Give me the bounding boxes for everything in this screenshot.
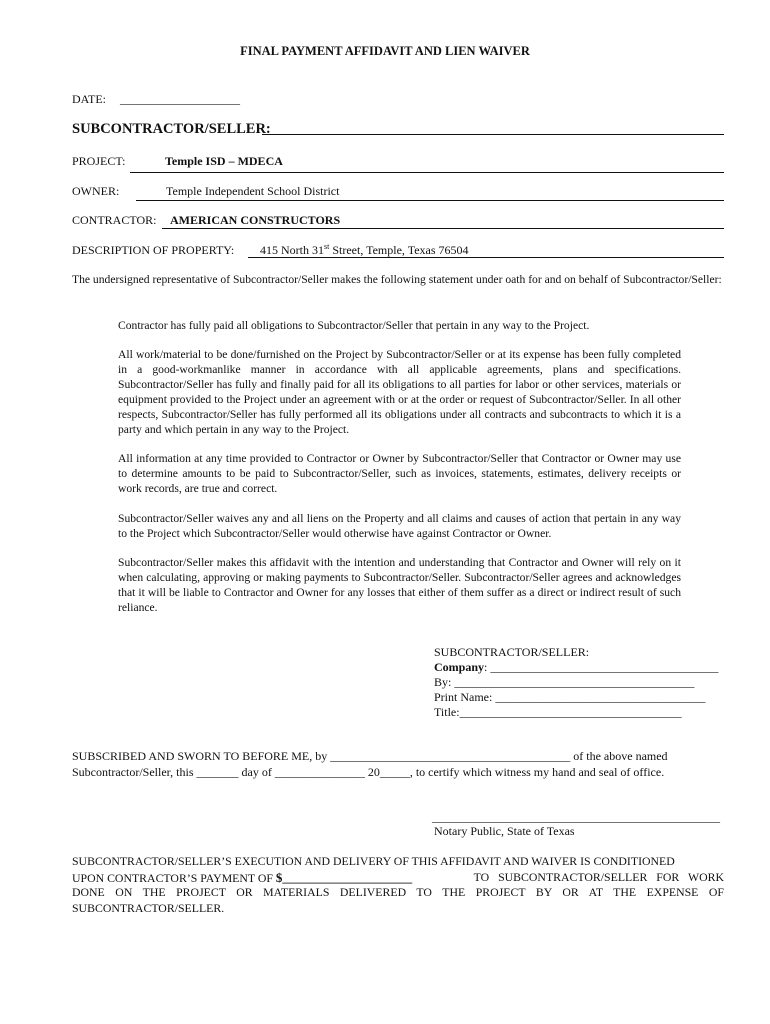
company-label: Company — [434, 660, 485, 674]
property-address-rest: Street, Temple, Texas 76504 — [329, 243, 469, 257]
project-value: Temple ISD – MDECA — [165, 154, 283, 168]
by-field[interactable]: By: ________________________________________ — [434, 675, 695, 689]
property-address-number: 415 North 31 — [260, 243, 324, 257]
property-value — [260, 243, 469, 258]
notary-signature-line[interactable]: ________________________________________________ — [432, 810, 720, 824]
payment-prefix: UPON CONTRACTOR’S PAYMENT OF — [72, 871, 276, 885]
project-underline — [130, 172, 724, 173]
contractor-value: AMERICAN CONSTRUCTORS — [170, 213, 341, 227]
statement-paragraph: All information at any time provided to Contractor or Owner by Subcontractor/Seller that Contractor or Owner may use to determine amounts to be paid to Subcontractor/Seller, such as invoices, statements, estimates, delivery receipts or work records, are true and correct. — [118, 452, 681, 495]
date-label: DATE: — [72, 92, 106, 106]
statement-paragraph: Contractor has fully paid all obligations to Subcontractor/Seller that pertain in any way to the Project. — [118, 319, 590, 332]
owner-underline — [136, 200, 724, 201]
owner-label: OWNER: — [72, 184, 120, 198]
statement-paragraph: Subcontractor/Seller waives any and all liens on the Property and all claims and causes of action that pertain in any way to the Project which Subcontractor/Seller would otherwise have against Contractor or Owner. — [118, 512, 681, 540]
execution-line-2-end: TO SUBCONTRACTOR/SELLER FOR WORK — [473, 870, 724, 884]
subcontractor-seller-field[interactable] — [262, 134, 724, 135]
execution-line-3: DONE ON THE PROJECT OR MATERIALS DELIVERED TO THE PROJECT BY OR AT THE EXPENSE OF SUBCONTRACTOR/SELLER. — [72, 885, 724, 915]
project-label: PROJECT: — [72, 154, 126, 168]
contractor-underline — [162, 228, 724, 229]
owner-value: Temple Independent School District — [166, 184, 340, 198]
payment-amount-field[interactable]: ______________________ — [282, 871, 413, 885]
print-name-field[interactable]: Print Name: ___________________________________ — [434, 690, 706, 704]
company-field[interactable] — [434, 660, 718, 675]
sworn-line-2: Subcontractor/Seller, this _______ day of _______________ 20_____, to certify which witness my hand and seal of office. — [72, 765, 665, 779]
property-label: DESCRIPTION OF PROPERTY: — [72, 243, 235, 257]
execution-line-1: SUBCONTRACTOR/SELLER’S EXECUTION AND DELIVERY OF THIS AFFIDAVIT AND WAIVER IS CONDITIONED — [72, 854, 675, 868]
contractor-label: CONTRACTOR: — [72, 213, 157, 227]
sworn-line-1: SUBSCRIBED AND SWORN TO BEFORE ME, by ________________________________________ of the above named — [72, 749, 668, 763]
dollar-sign: $ — [275, 870, 283, 885]
intro-paragraph: The undersigned representative of Subcontractor/Seller makes the following statement under oath for and on behalf of Subcontractor/Seller: — [72, 273, 722, 286]
signature-heading: SUBCONTRACTOR/SELLER: — [434, 645, 590, 659]
notary-label: Notary Public, State of Texas — [434, 824, 575, 838]
title-field[interactable]: Title:_____________________________________ — [434, 705, 682, 719]
statement-paragraph: All work/material to be done/furnished on the Project by Subcontractor/Seller or at its expense has been fully completed in a good-workmanlike manner in accordance with all applicable agreements, plans and specifications. Subcontractor/Seller has fully and finally paid for all its obligations to all parties for labor or other services, materials or equipment provided to the Project under an agreement with or at the order or request of Subcontractor/Seller. In all other respects, Subcontractor/Seller has fully performed all its obligations under all contracts and subcontracts to which it is a party and which pertain in any way to the Project. — [118, 348, 681, 436]
subcontractor-seller-label: SUBCONTRACTOR/SELLER: — [72, 121, 271, 137]
property-address-suffix: st — [324, 242, 330, 251]
property-underline — [248, 257, 724, 258]
document-title: FINAL PAYMENT AFFIDAVIT AND LIEN WAIVER — [240, 44, 530, 58]
statement-paragraph: Subcontractor/Seller makes this affidavit with the intention and understanding that Contractor and Owner will rely on it when calculating, approving or making payments to Subcontractor/Seller. Subcontractor/Seller agrees and acknowledges that it will be liable to Contractor and Owner for any losses that either of them suffer as a direct or indirect result of such reliance. — [118, 556, 681, 614]
company-blank: : ______________________________________ — [484, 660, 719, 674]
date-field[interactable]: ____________________ — [120, 92, 240, 106]
